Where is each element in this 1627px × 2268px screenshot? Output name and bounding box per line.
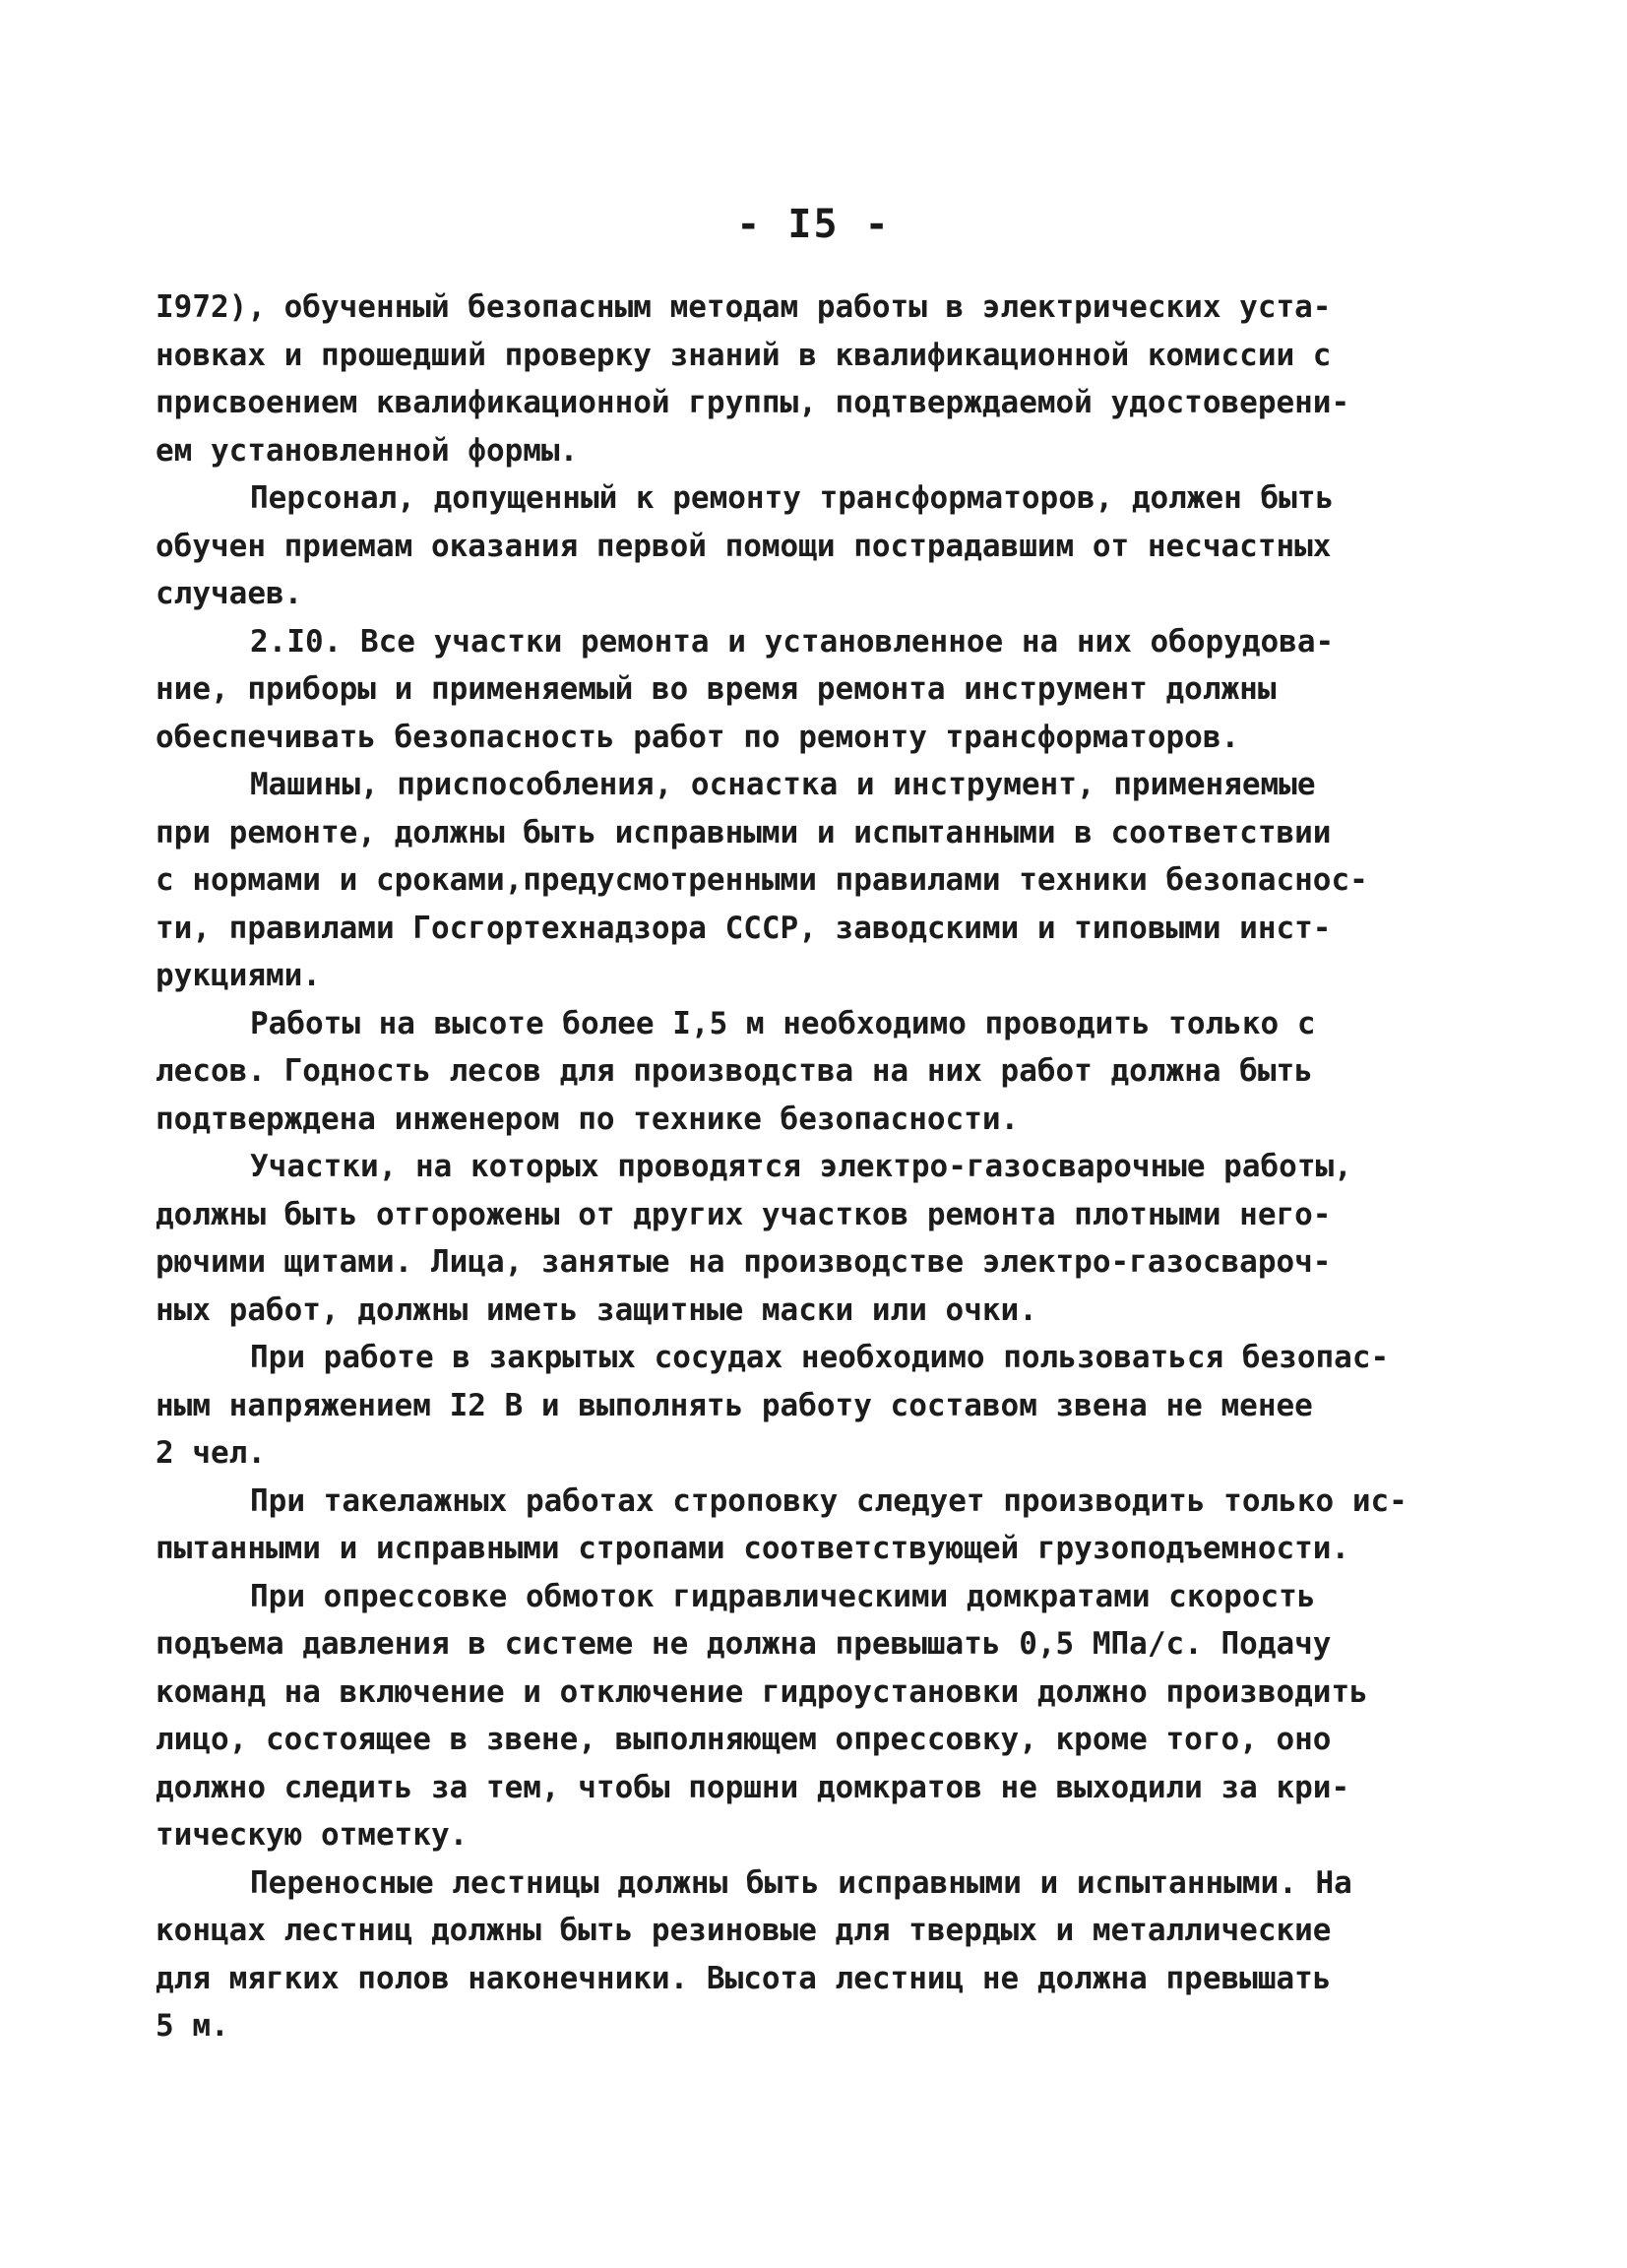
text-line: тическую отметку. — [156, 1817, 469, 1853]
text-line: лицо, состоящее в звене, выполняющем опрессовку, кроме того, оно — [156, 1722, 1332, 1757]
text-line: лесов. Годность лесов для производства на них работ должна быть — [156, 1053, 1313, 1089]
text-line: с нормами и сроками,предусмотренными правилами техники безопаснос- — [156, 862, 1368, 898]
paragraph — [156, 1334, 1445, 1478]
text-line: I972), обученный безопасным методам работы в электрических уста- — [156, 289, 1332, 325]
document-body — [156, 284, 1445, 2050]
paragraph — [156, 1000, 1445, 1144]
text-line: Переносные лестницы должны быть исправными и испытанными. На — [250, 1864, 1352, 1901]
text-line: ние, приборы и применяемый во время ремонта инструмент должны — [156, 671, 1277, 707]
paragraph — [156, 618, 1445, 762]
text-line: При такелажных работах строповку следует производить только ис- — [250, 1482, 1408, 1519]
text-line: пытанными и исправными стропами соответствующей грузоподъемности. — [156, 1531, 1350, 1566]
text-line: для мягких полов наконечники. Высота лестниц не должна превышать — [156, 1960, 1332, 1996]
text-line: При работе в закрытых сосудах необходимо пользоваться безопас- — [250, 1340, 1390, 1375]
text-line: обучен приемам оказания первой помощи пострадавшим от несчастных — [156, 528, 1332, 564]
text-line: должны быть отгорожены от других участков ремонта плотными него- — [156, 1196, 1332, 1232]
text-line: концах лестниц должны быть резиновые для твердых и металлические — [156, 1913, 1332, 1948]
text-line: рючими щитами. Лица, занятые на производстве электро-газосвароч- — [156, 1244, 1332, 1280]
paragraph — [156, 474, 1445, 618]
text-line: случаев. — [156, 576, 303, 611]
paragraph — [156, 1859, 1445, 2050]
page-number: - I5 - — [736, 202, 891, 247]
text-line: команд на включение и отключение гидроустановки должно производить — [156, 1673, 1368, 1710]
text-line: 5 м. — [156, 2008, 229, 2044]
paragraph — [156, 1573, 1445, 1859]
text-line: новках и прошедший проверку знаний в квалификационной комиссии с — [156, 337, 1332, 373]
text-line: ем установленной формы. — [156, 432, 579, 469]
text-line: при ремонте, должны быть исправными и испытанными в соответствии — [156, 814, 1332, 850]
text-line: обеспечивать безопасность работ по ремонту трансформаторов. — [156, 719, 1240, 755]
text-line: подъема давления в системе не должна превышать 0,5 МПа/с. Подачу — [156, 1626, 1332, 1662]
text-line: подтверждена инженером по технике безопасности. — [156, 1101, 1020, 1137]
text-line: 2 чел. — [156, 1435, 266, 1471]
paragraph — [156, 1478, 1445, 1573]
text-line: Участки, на которых проводятся электро-газосварочные работы, — [250, 1149, 1352, 1184]
text-line: Машины, приспособления, оснастка и инструмент, применяемые — [250, 767, 1316, 802]
text-line: Персонал, допущенный к ремонту трансформаторов, должен быть — [250, 480, 1335, 516]
text-line: Работы на высоте более I,5 м необходимо проводить только с — [250, 1005, 1316, 1041]
text-line: ных работ, должны иметь защитные маски или очки. — [156, 1292, 1037, 1328]
text-line: ным напряжением I2 В и выполнять работу составом звена не менее — [156, 1387, 1313, 1423]
text-line: должно следить за тем, чтобы поршни домкратов не выходили за кри- — [156, 1769, 1350, 1805]
text-line: присвоением квалификационной группы, подтверждаемой удостоверени- — [156, 385, 1350, 420]
text-line: 2.I0. Все участки ремонта и установленное на них оборудова- — [250, 623, 1335, 660]
paragraph — [156, 284, 1445, 474]
text-line: рукциями. — [156, 958, 321, 993]
text-line: ти, правилами Госгортехнадзора СССР, заводскими и типовыми инст- — [156, 910, 1332, 946]
text-line: При опрессовке обмоток гидравлическими домкратами скорость — [250, 1578, 1316, 1614]
paragraph — [156, 761, 1445, 1000]
paragraph — [156, 1143, 1445, 1334]
